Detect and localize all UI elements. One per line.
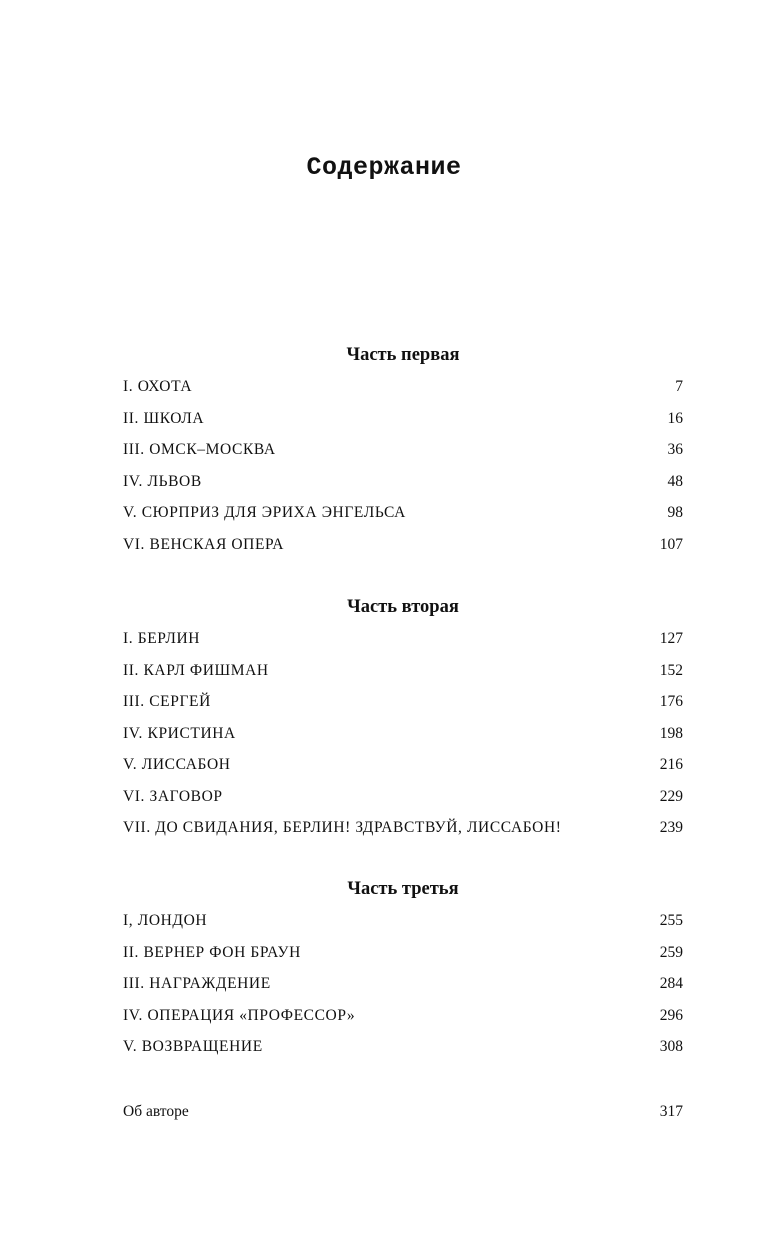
entry-page: 296	[659, 1006, 683, 1024]
part-heading: Часть первая	[346, 345, 460, 365]
entry-page: 16	[667, 409, 683, 427]
entry-title: V. СЮРПРИЗ ДЛЯ ЭРИХА ЭНГЕЛЬСА	[123, 504, 406, 521]
toc-about-section	[123, 1096, 683, 1128]
entry-page: 98	[667, 504, 683, 521]
toc-part-2	[123, 595, 683, 844]
entry-title: III. СЕРГЕЙ	[123, 693, 211, 710]
entry-title: VI. ЗАГОВОР	[123, 787, 223, 805]
toc-entry[interactable]	[123, 497, 683, 529]
toc-entry[interactable]	[123, 529, 683, 561]
entry-title: IV. ОПЕРАЦИЯ «ПРОФЕССОР»	[123, 1006, 356, 1024]
entry-title: V. ВОЗВРАЩЕНИЕ	[123, 1038, 263, 1055]
toc-entry[interactable]	[123, 686, 683, 718]
toc-part-1	[123, 343, 683, 560]
entry-page: 259	[659, 943, 683, 961]
toc-entry[interactable]	[123, 403, 683, 435]
entry-page: 216	[659, 756, 683, 773]
entry-page: 176	[659, 693, 683, 710]
entry-page: 152	[659, 661, 683, 679]
toc-entry[interactable]	[123, 371, 683, 403]
entry-page: 36	[667, 441, 683, 458]
entry-title: II. ВЕРНЕР ФОН БРАУН	[123, 943, 301, 961]
entry-page: 317	[659, 1103, 683, 1120]
entry-page: 255	[659, 912, 683, 929]
toc-entry[interactable]	[123, 812, 683, 844]
toc-entry[interactable]	[123, 781, 683, 813]
toc-entry[interactable]	[123, 1031, 683, 1063]
toc-entry[interactable]	[123, 749, 683, 781]
toc-entry[interactable]	[123, 968, 683, 1000]
part-heading: Часть третья	[347, 879, 459, 899]
toc-entry[interactable]	[123, 1000, 683, 1032]
toc-entry[interactable]	[123, 937, 683, 969]
toc-entry[interactable]	[123, 434, 683, 466]
entry-title: III. НАГРАЖДЕНИЕ	[123, 975, 271, 992]
entry-page: 229	[659, 787, 683, 805]
entry-page: 127	[659, 630, 683, 647]
entry-title: I, ЛОНДОН	[123, 912, 208, 929]
entry-title: IV. КРИСТИНА	[123, 724, 236, 742]
entry-title: II. ШКОЛА	[123, 409, 205, 427]
entry-page: 284	[659, 975, 683, 992]
page-title: Содержание	[306, 153, 462, 182]
toc-part-3	[123, 877, 683, 1063]
toc-entry[interactable]	[123, 905, 683, 937]
toc-entry-about-author[interactable]	[123, 1096, 683, 1128]
part-heading: Часть вторая	[347, 597, 459, 617]
entry-title: VII. ДО СВИДАНИЯ, БЕРЛИН! ЗДРАВСТВУЙ, ЛИССАБОН!	[123, 819, 562, 836]
entry-page: 48	[667, 472, 683, 490]
entry-title: V. ЛИССАБОН	[123, 756, 231, 773]
entry-page: 198	[659, 724, 683, 742]
toc-entry[interactable]	[123, 718, 683, 750]
toc-entry[interactable]	[123, 655, 683, 687]
entry-title: III. ОМСК–МОСКВА	[123, 441, 276, 458]
entry-title: Об авторе	[123, 1103, 189, 1120]
toc-entry[interactable]	[123, 466, 683, 498]
entry-title: IV. ЛЬВОВ	[123, 472, 202, 490]
entry-title: VI. ВЕНСКАЯ ОПЕРА	[123, 535, 285, 553]
entry-page: 239	[659, 819, 683, 836]
entry-title: I. БЕРЛИН	[123, 630, 201, 647]
entry-page: 7	[675, 378, 683, 395]
toc-entry[interactable]	[123, 623, 683, 655]
entry-title: II. КАРЛ ФИШМАН	[123, 661, 269, 679]
entry-page: 107	[659, 535, 683, 553]
entry-title: I. ОХОТА	[123, 378, 193, 395]
entry-page: 308	[659, 1038, 683, 1055]
